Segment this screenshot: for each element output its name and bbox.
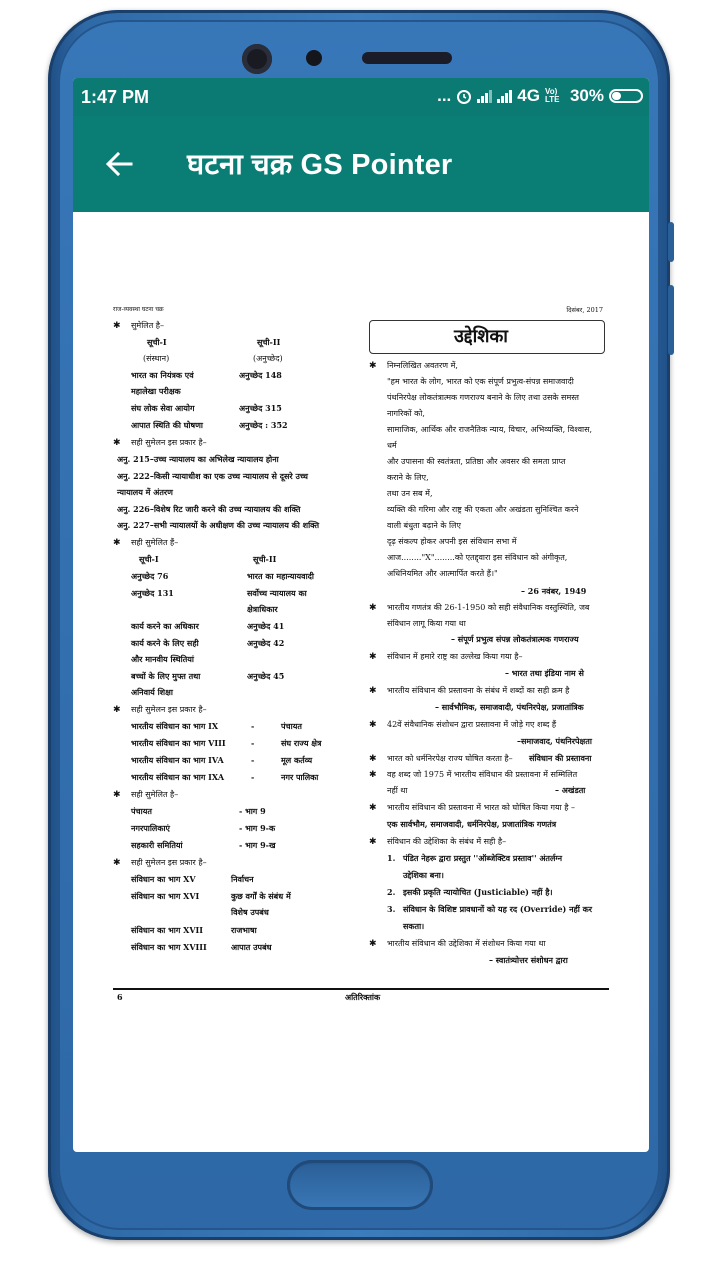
text-line: अधिनियमित और आत्मार्पित करते हैं।" [387,569,498,578]
text-line: नागरिकों को, [387,409,425,418]
text-line: - भाग 9-ख [239,840,276,850]
text-line: भारतीय संविधान की उद्देशिका में संशोधन किया गया था [387,939,546,948]
text-line: मूल कर्तव्य [281,755,313,765]
page-header-right: दिसंबर, 2017 [566,306,603,314]
signal-icon [497,89,512,103]
text-line: – 26 नवंबर, 1949 [521,586,587,596]
text-line: पंडित नेहरू द्वारा प्रस्तुत ''ऑब्जेक्टिव प्रस्ताव'' अंतर्लग्न [403,853,563,863]
text-line: संविधान का भाग XVII [131,925,204,935]
back-arrow-icon [101,146,137,182]
text-line: वह शब्द जो 1975 में भारतीय संविधान की प्रस्तावना में सम्मिलित [387,770,578,779]
text-line: नगर पालिका [281,772,319,782]
document-page [113,306,609,1006]
battery-icon [609,89,643,103]
text-line: सूची-I [139,554,159,564]
text-line: भारतीय संविधान का भाग VIII [131,738,226,748]
text-line: और मानवीय स्थितियां [131,654,194,664]
page-footer-label: अतिरिक्तांक [345,992,381,1002]
front-camera [242,44,272,74]
app-title: घटना चक्र GS Pointer [187,149,453,181]
text-line: - भाग 9-क [239,823,276,833]
alarm-icon [456,88,472,104]
text-line: सकता। [403,921,425,931]
back-button[interactable] [101,146,137,182]
text-line: न्यायालय में अंतरण [117,487,173,497]
text-line: क्षेत्राधिकार [247,604,278,614]
text-line: भारतीय संविधान का भाग IVA [131,755,224,765]
text-line: सही सुमेलन इस प्रकार है– [131,438,207,447]
text-line: कार्य करने का अधिकार [131,621,199,631]
text-line: – संपूर्ण प्रभुत्व संपन्न लोकतंत्रात्मक गणराज्य [451,634,579,644]
text-line: भारत का महान्यायवादी [247,571,314,581]
text-line: पंथनिरपेक्ष लोकतंत्रात्मक गणराज्य बनाने के लिए तथा उसके समस्त [387,393,579,402]
text-line: सही सुमेलित है– [131,790,179,799]
screen [73,78,649,1152]
text-line: 2. [387,887,396,897]
text-line: अनुच्छेद 42 [247,638,285,648]
text-line: आपात उपबंध [231,942,272,952]
text-line: 1. [387,853,396,863]
text-line: भारतीय गणतंत्र की 26-1-1950 को सही संवैधानिक वस्तुस्थिति, जब [387,603,590,612]
text-line: बच्चों के लिए मुफ्त तथा [131,671,201,681]
text-line: अनु. 227–सभी न्यायालयों के अधीक्षण की उच्च न्यायालय की शक्ति [117,520,320,530]
text-line: भारतीय संविधान की प्रस्तावना में भारत को घोषित किया गया है – [387,803,576,812]
status-icons [437,86,643,106]
bullet-star-icon: ✱ [369,770,377,780]
bullet-star-icon: ✱ [369,837,377,847]
text-line: अनुच्छेद 76 [131,571,169,581]
text-line: संविधान का भाग XVI [131,891,200,901]
text-line: - [251,755,255,765]
text-line: अनुच्छेद 41 [247,621,285,631]
text-line: सामाजिक, आर्थिक और राजनैतिक न्याय, विचार, अभिव्यक्ति, विश्वास, [387,425,593,434]
bullet-star-icon: ✱ [369,803,377,813]
text-line: संविधान में हमारे राष्ट्र का उल्लेख किया गया है– [387,652,523,661]
text-line: उद्देशिका बना। [403,870,444,880]
volume-button [668,222,674,262]
bullet-star-icon: ✱ [113,705,121,715]
battery-percent: 30% [569,86,604,105]
proximity-sensor [306,50,322,66]
section-title: उद्देशिका [454,326,508,347]
text-line: निर्वाचन [231,874,254,884]
bullet-star-icon: ✱ [113,438,121,448]
text-line: – स्वातंत्र्योत्तर संशोधन द्वारा [489,955,568,965]
text-line: अनुच्छेद 45 [247,671,285,681]
signal-icon [477,89,492,103]
text-line: संविधान का भाग XV [131,874,196,884]
earpiece-speaker [362,52,452,64]
volume-button [668,285,674,355]
bullet-star-icon: ✱ [369,754,377,764]
text-line: संघ राज्य क्षेत्र [281,738,322,748]
text-line: संविधान की उद्देशिका के संबंध में सही है– [387,837,507,846]
text-line: निम्नलिखित अवतरण में, [387,361,458,370]
text-line: –समाजवाद, पंथनिरपेक्षता [517,736,592,746]
text-line: (अनुच्छेद) [253,354,283,363]
text-line: राजभाषा [231,925,257,935]
text-line: पंचायत [131,806,152,816]
text-line: नगरपालिकाएं [131,823,170,833]
text-line: कार्य करने के लिए सही [131,638,199,648]
bullet-star-icon: ✱ [369,686,377,696]
text-line: सही सुमेलन इस प्रकार है– [131,705,207,714]
text-line: पंचायत [281,721,302,731]
status-time: 1:47 PM [81,87,150,107]
text-line: (संस्थान) [143,354,170,363]
text-line: संविधान के विशिष्ट प्रावधानों को यह रद (Override) नहीं कर [403,904,593,914]
text-line: भारतीय संविधान का भाग IXA [131,772,225,782]
footer-rule [113,988,609,990]
text-line: - [251,721,255,731]
more-dots: ... [437,86,452,105]
text-line: – सार्वभौमिक, समाजवादी, पंथनिरपेक्ष, प्रजातांत्रिक [435,702,584,712]
page-header-left: राज-व्यवस्था घटना चक्र [113,306,164,313]
text-line: सही सुमेलित हैं– [131,538,179,547]
text-line: - [251,772,255,782]
text-line: सूची-II [253,554,277,564]
text-line: दृढ़ संकल्प होकर अपनी इस संविधान सभा में [387,537,517,546]
status-bar [73,78,649,116]
text-line: भारत को धर्मनिरपेक्ष राज्य घोषित करता है– [387,754,513,763]
bullet-star-icon: ✱ [369,720,377,730]
text-line: एक सार्वभौम, समाजवादी, धर्मनिरपेक्ष, प्रजातांत्रिक गणतंत्र [387,819,557,829]
text-line: अनुच्छेद 148 [239,370,282,380]
app-bar [73,116,649,212]
home-button[interactable] [287,1160,433,1210]
text-line: - भाग 9 [239,806,266,816]
text-line: संविधान की प्रस्तावना [529,753,592,763]
text-line: भारतीय संविधान की प्रस्तावना के संबंध में शब्दों का सही क्रम है [387,686,570,695]
text-line: संविधान लागू किया गया था [387,619,466,628]
text-line: महालेखा परीक्षक [131,386,181,396]
text-line: कराने के लिए, [387,473,429,482]
bullet-star-icon: ✱ [113,321,121,331]
text-line: अनुच्छेद 131 [131,588,174,598]
text-line: – अखंडता [555,785,586,795]
bullet-star-icon: ✱ [369,939,377,949]
text-line: सूची-I [147,337,167,347]
text-line: संविधान का भाग XVIII [131,942,207,952]
text-line: अनु. 226–विशेष रिट जारी करने की उच्च न्यायालय की शक्ति [117,504,301,514]
text-line: भारत का नियंत्रक एवं [131,370,194,380]
page-number: 6 [117,992,123,1002]
bullet-star-icon: ✱ [113,858,121,868]
text-line: 3. [387,904,396,914]
text-line: सूची-II [257,337,281,347]
text-line: धर्म [387,441,397,450]
text-line: सहकारी समितियां [131,840,183,850]
bullet-star-icon: ✱ [113,538,121,548]
bullet-star-icon: ✱ [369,361,377,371]
text-line: अनुच्छेद : 352 [239,420,288,430]
text-line: सही सुमेलन इस प्रकार है– [131,858,207,867]
text-line: इसकी प्रकृति न्यायोचित (Justiciable) नहीं है। [403,887,553,897]
section-title-box [369,320,605,354]
text-line: सर्वोच्च न्यायालय का [247,588,307,598]
text-line: आज........"X"........को एतद्द्वारा इस संविधान को अंगीकृत, [387,553,568,562]
text-line: अनुच्छेद 315 [239,403,282,413]
text-line: विशेष उपबंध [231,907,269,917]
volte-icon: Vo) LTE [544,87,560,104]
text-line: अनु. 222–किसी न्यायाधीश का एक उच्च न्यायालय से दूसरे उच्च [117,471,308,481]
text-line: 42वें संवैधानिक संशोधन द्वारा प्रस्तावना में जोड़े गए शब्द हैं [387,720,557,729]
text-line: "हम भारत के लोग, भारत को एक संपूर्ण प्रभुत्व-संपन्न समाजवादी [387,377,574,386]
network-type: 4G [517,86,540,105]
text-line: नहीं था [387,786,408,795]
text-line: अनिवार्य शिक्षा [131,687,173,697]
bullet-star-icon: ✱ [369,603,377,613]
text-line: तथा उन सब में, [387,489,433,498]
text-line: संघ लोक सेवा आयोग [131,403,195,413]
text-line: वाली बंधुता बढ़ाने के लिए [387,521,461,530]
text-line: कुछ वर्गों के संबंध में [231,891,291,901]
text-line: व्यक्ति की गरिमा और राष्ट्र की एकता और अखंडता सुनिश्चित करने [387,505,579,514]
text-line: - [251,738,255,748]
bullet-star-icon: ✱ [369,652,377,662]
text-line: अनु. 215–उच्च न्यायालय का अभिलेख न्यायालय होना [117,454,279,464]
bullet-star-icon: ✱ [113,790,121,800]
text-line: सुमेलित है– [131,321,165,330]
text-line: भारतीय संविधान का भाग IX [131,721,219,731]
text-line: और उपासना की स्वतंत्रता, प्रतिष्ठा और अवसर की समता प्राप्त [387,457,566,466]
text-line: – भारत तथा इंडिया नाम से [505,668,584,678]
text-line: आपात स्थिति की घोषणा [131,420,203,430]
